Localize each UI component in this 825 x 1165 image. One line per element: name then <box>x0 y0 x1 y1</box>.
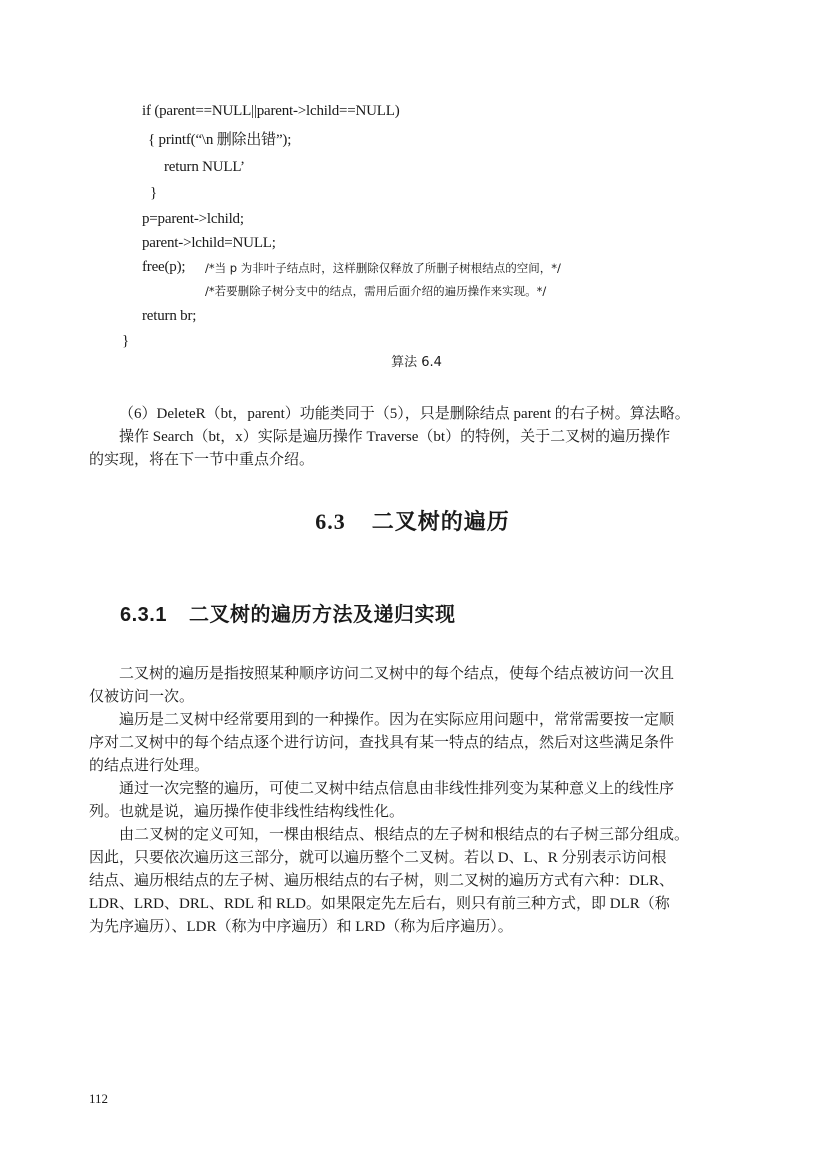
body-text <box>89 663 729 939</box>
code-line: return br; <box>142 308 197 324</box>
text-line: 为先序遍历）、LDR（称为中序遍历）和 LRD（称为后序遍历）。 <box>89 919 513 935</box>
text-line: 仅被访问一次。 <box>89 689 195 705</box>
code-line: return NULL’ <box>164 159 245 175</box>
code-line: { printf(“\n 删除出错”); <box>148 132 292 148</box>
subsection-title-text: 二叉树的遍历方法及递归实现 <box>188 602 456 626</box>
text-line: 列。也就是说，遍历操作使非线性结构线性化。 <box>89 804 405 820</box>
text-line: 操作 Search（bt，x）实际是遍历操作 Traverse（bt）的特例，关于二叉树的遍历操作 <box>119 429 671 445</box>
code-line: parent->lchild=NULL; <box>142 235 276 251</box>
page-number: 112 <box>89 1091 109 1106</box>
subsection-heading <box>120 598 455 627</box>
code-comment: /*若要删除子树分支中的结点，需用后面介绍的遍历操作来实现。*/ <box>205 284 547 298</box>
text-line: 因此，只要依次遍历这三部分，就可以遍历整个二叉树。若以 D、L、R 分别表示访问根 <box>89 850 667 866</box>
algorithm-caption: 算法 6.4 <box>391 355 442 370</box>
text-line: LDR、LRD、DRL、RDL 和 RLD。如果限定先左后右，则只有前三种方式，即 DLR（称 <box>89 896 670 912</box>
text-line: 由二叉树的定义可知，一棵由根结点、根结点的左子树和根结点的右子树三部分组成。 <box>119 827 690 843</box>
code-comment: /*当 p 为非叶子结点时，这样删除仅释放了所删子树根结点的空间，*/ <box>205 261 561 275</box>
code-line: } <box>150 185 157 201</box>
text-line: 通过一次完整的遍历，可使二叉树中结点信息由非线性排列变为某种意义上的线性序 <box>119 781 675 797</box>
subsection-number: 6.3.1 <box>120 604 167 626</box>
code-line: if (parent==NULL||parent->lchild==NULL) <box>142 103 400 119</box>
section-heading <box>0 505 825 536</box>
section-title-text: 二叉树的遍历 <box>371 510 510 535</box>
text-line: 的实现，将在下一节中重点介绍。 <box>89 452 315 468</box>
code-line: } <box>122 333 129 349</box>
text-line: 遍历是二叉树中经常要用到的一种操作。因为在实际应用问题中，常常需要按一定顺 <box>119 712 675 728</box>
text-line: 结点、遍历根结点的左子树、遍历根结点的右子树，则二叉树的遍历方式有六种：DLR、 <box>89 873 675 889</box>
paragraph <box>89 403 729 472</box>
code-line: p=parent->lchild; <box>142 211 244 227</box>
section-number: 6.3 <box>315 509 346 534</box>
text-line: 的结点进行处理。 <box>89 758 210 774</box>
text-line: 序对二叉树中的每个结点逐个进行访问，查找具有某一特点的结点，然后对这些满足条件 <box>89 735 675 751</box>
text-line: 二叉树的遍历是指按照某种顺序访问二叉树中的每个结点，使每个结点被访问一次且 <box>119 666 675 682</box>
text-line: （6）DeleteR（bt，parent）功能类同于（5），只是删除结点 parent 的右子树。算法略。 <box>119 406 690 422</box>
code-line: free(p); <box>142 259 186 275</box>
